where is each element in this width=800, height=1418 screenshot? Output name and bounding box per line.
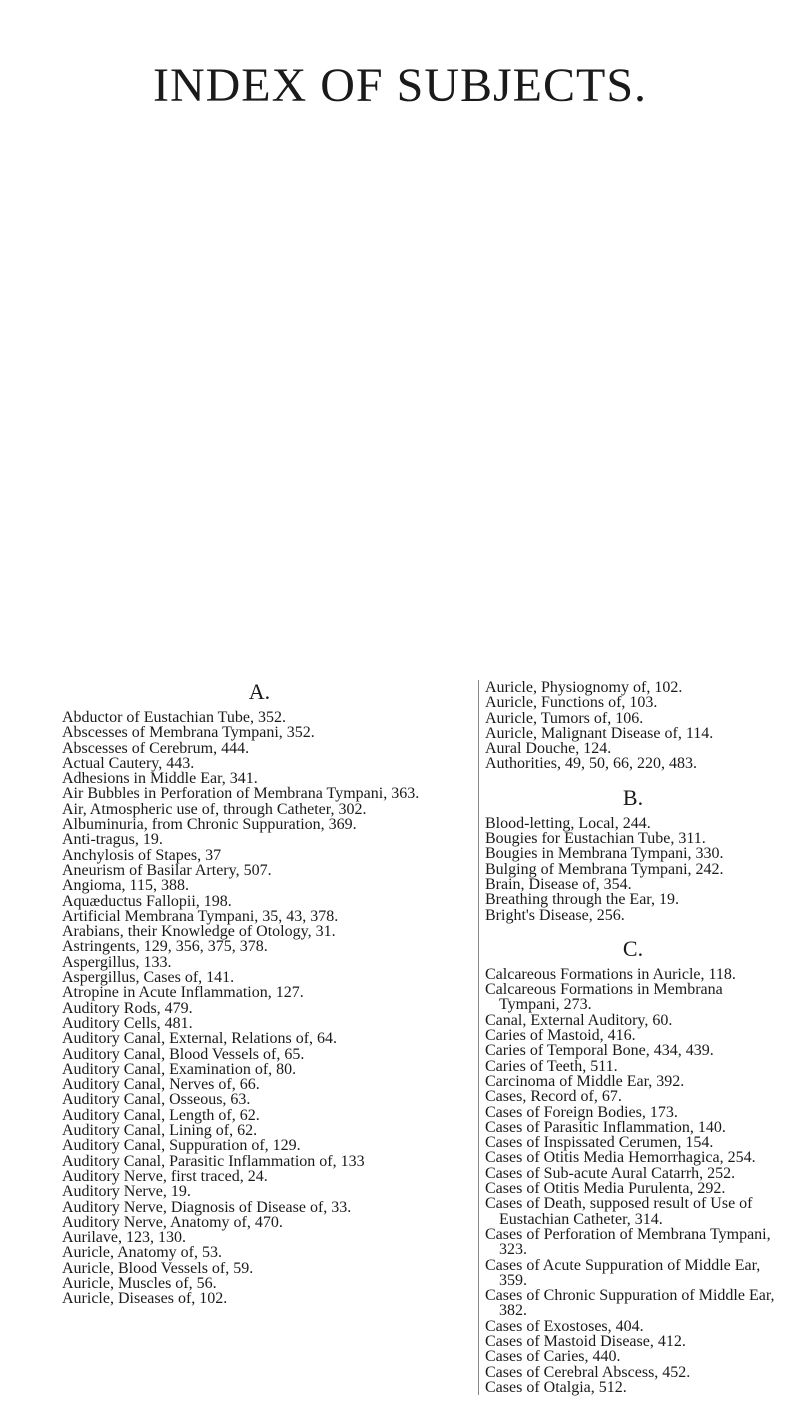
section-heading-a: A. <box>248 679 271 704</box>
index-entry: Bougies for Eustachian Tube, 311. <box>485 830 706 848</box>
index-entry: Adhesions in Middle Ear, 341. <box>62 770 258 788</box>
index-entry: Cases of Acute Suppuration of Middle Ear, 359. <box>485 1256 761 1289</box>
index-entry: Astringents, 129, 356, 375, 378. <box>62 938 268 956</box>
index-entry: Brain, Disease of, 354. <box>485 875 632 893</box>
index-entry: Auditory Canal, Length of, 62. <box>62 1106 260 1124</box>
index-entry: Auricle, Muscles of, 56. <box>62 1274 217 1292</box>
index-entry: Cases of Mastoid Disease, 412. <box>485 1332 686 1350</box>
index-entry: Auricle, Diseases of, 102. <box>62 1290 228 1308</box>
index-entry: Albuminuria, from Chronic Suppuration, 369. <box>62 816 357 834</box>
left-column <box>62 680 457 1307</box>
index-entry: Cases of Sub-acute Aural Catarrh, 252. <box>485 1164 736 1182</box>
index-entry: Auditory Canal, Suppuration of, 129. <box>62 1137 301 1155</box>
index-entry: Cases of Otalgia, 512. <box>485 1378 627 1396</box>
index-entry: Calcareous Formations in Auricle, 118. <box>485 965 736 983</box>
index-entry: Breathing through the Ear, 19. <box>485 891 679 909</box>
index-entry: Cases of Inspissated Cerumen, 154. <box>485 1134 714 1152</box>
entries-list-a <box>62 710 457 1307</box>
entries-list-c <box>485 967 781 1395</box>
index-entry: Cases of Caries, 440. <box>485 1348 621 1366</box>
index-entry: Cases of Otitis Media Purulenta, 292. <box>485 1180 726 1198</box>
index-entry: Aspergillus, Cases of, 141. <box>62 969 235 987</box>
index-entry: Auditory Canal, Osseous, 63. <box>62 1091 251 1109</box>
index-entry: Auricle, Physiognomy of, 102. <box>485 679 683 696</box>
index-entry: Arabians, their Knowledge of Otology, 31. <box>62 923 336 941</box>
index-entry: Auditory Nerve, Diagnosis of Disease of, 33. <box>62 1198 352 1216</box>
index-entry: Auditory Canal, Examination of, 80. <box>62 1060 297 1078</box>
section-heading-b: B. <box>622 784 644 810</box>
index-entry: Anti-tragus, 19. <box>62 831 163 849</box>
index-entry: Aurilave, 123, 130. <box>62 1229 186 1247</box>
index-entry: Cases of Foreign Bodies, 173. <box>485 1103 678 1121</box>
index-entry: Actual Cautery, 443. <box>62 754 195 772</box>
index-entry: Authorities, 49, 50, 66, 220, 483. <box>485 755 697 773</box>
index-entry: Atropine in Acute Inflammation, 127. <box>62 984 304 1002</box>
index-entry: Calcareous Formations in Membrana Tympani, 273. <box>485 981 723 1014</box>
right-column <box>478 680 781 1395</box>
index-entry: Abductor of Eustachian Tube, 352. <box>62 709 286 726</box>
index-entry: Blood-letting, Local, 244. <box>485 814 651 832</box>
index-entry: Auditory Rods, 479. <box>62 999 193 1017</box>
index-entry: Caries of Temporal Bone, 434, 439. <box>485 1042 714 1060</box>
index-entry: Cases of Death, supposed result of Use of Eustachian Catheter, 314. <box>485 1195 753 1228</box>
section-heading-c: C. <box>622 935 644 961</box>
index-entry: Caries of Teeth, 511. <box>485 1057 618 1075</box>
index-entry: Auditory Cells, 481. <box>62 1014 193 1032</box>
index-entry: Caries of Mastoid, 416. <box>485 1027 636 1045</box>
index-entry: Aural Douche, 124. <box>485 740 612 758</box>
index-entry: Cases of Otitis Media Hemorrhagica, 254. <box>485 1149 756 1167</box>
index-entry: Auricle, Tumors of, 106. <box>485 709 644 727</box>
index-entry: Artificial Membrana Tympani, 35, 43, 378. <box>62 907 339 925</box>
entries-list-a-continued <box>485 680 781 772</box>
index-entry: Cases of Parasitic Inflammation, 140. <box>485 1118 726 1136</box>
index-entry: Auditory Canal, Blood Vessels of, 65. <box>62 1045 305 1063</box>
index-entry: Auricle, Anatomy of, 53. <box>62 1244 222 1262</box>
index-entry: Angioma, 115, 388. <box>62 877 189 895</box>
index-entry: Cases, Record of, 67. <box>485 1088 622 1106</box>
page-title: INDEX OF SUBJECTS. <box>152 59 648 112</box>
index-entry: Auditory Canal, Nerves of, 66. <box>62 1076 260 1094</box>
index-entry: Cases of Perforation of Membrana Tympani, 323. <box>485 1225 771 1259</box>
index-entry: Auricle, Blood Vessels of, 59. <box>62 1259 254 1277</box>
index-entry: Aspergillus, 133. <box>62 953 172 971</box>
index-entry: Aquæductus Fallopii, 198. <box>62 892 232 910</box>
index-entry: Abscesses of Membrana Tympani, 352. <box>62 724 315 742</box>
index-entry: Auricle, Malignant Disease of, 114. <box>485 724 714 742</box>
index-entry: Aneurism of Basilar Artery, 507. <box>62 861 272 879</box>
index-entry: Cases of Chronic Suppuration of Middle Ear, 382. <box>485 1287 775 1320</box>
index-entry: Canal, External Auditory, 60. <box>485 1011 673 1029</box>
index-entry: Auditory Canal, Lining of, 62. <box>62 1122 258 1140</box>
index-entry: Cases of Cerebral Abscess, 452. <box>485 1363 691 1381</box>
index-entry: Auditory Canal, Parasitic Inflammation of, 133 <box>62 1152 365 1170</box>
index-entry: Auditory Nerve, 19. <box>62 1183 191 1201</box>
index-entry: Carcinoma of Middle Ear, 392. <box>485 1072 685 1090</box>
index-entry: Bright's Disease, 256. <box>485 906 625 924</box>
entries-list-b <box>485 816 781 923</box>
index-entry: Abscesses of Cerebrum, 444. <box>62 739 250 757</box>
index-entry: Cases of Exostoses, 404. <box>485 1317 644 1335</box>
index-entry: Auditory Nerve, first traced, 24. <box>62 1167 268 1185</box>
index-entry: Auditory Nerve, Anatomy of, 470. <box>62 1213 283 1231</box>
index-entry: Auricle, Functions of, 103. <box>485 694 658 712</box>
index-entry: Bougies in Membrana Tympani, 330. <box>485 845 724 863</box>
index-entry: Anchylosis of Stapes, 37 <box>62 846 222 864</box>
index-entry: Air, Atmospheric use of, through Catheter, 302. <box>62 800 367 818</box>
index-entry: Auditory Canal, External, Relations of, 64. <box>62 1030 338 1048</box>
index-entry: Air Bubbles in Perforation of Membrana Tympani, 363. <box>62 785 420 803</box>
index-entry: Bulging of Membrana Tympani, 242. <box>485 860 724 878</box>
